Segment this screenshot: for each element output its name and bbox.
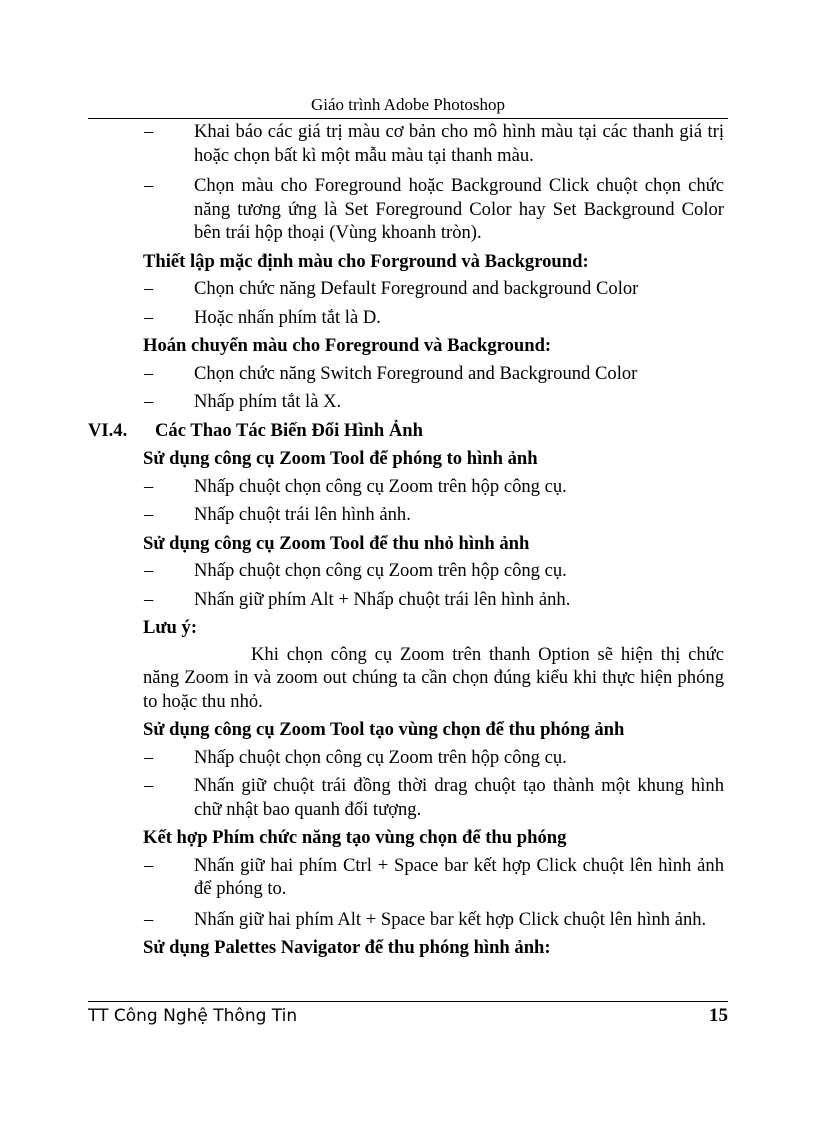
- list-item-text: Nhấp chuột chọn công cụ Zoom trên hộp công cụ.: [194, 746, 567, 768]
- list-item-text: Nhấp chuột chọn công cụ Zoom trên hộp công cụ.: [194, 475, 567, 497]
- list-item-text: Nhấp chuột chọn công cụ Zoom trên hộp công cụ.: [194, 560, 567, 581]
- list-item: [88, 306, 728, 330]
- dash-bullet: –: [144, 362, 154, 384]
- section-title: Các Thao Tác Biến Đổi Hình Ảnh: [155, 419, 423, 441]
- dash-bullet: –: [144, 560, 154, 581]
- list-item: [88, 120, 728, 167]
- list-item-text: Nhấn giữ hai phím Ctrl + Space bar kết hợp Click chuột lên hình ảnh để phóng to.: [194, 854, 724, 899]
- subheading-zoom-in: Sử dụng công cụ Zoom Tool để phóng to hình ảnh: [143, 448, 538, 469]
- list-item-text: Nhấp chuột trái lên hình ảnh.: [194, 504, 411, 525]
- list-item: [88, 277, 728, 301]
- dash-bullet: –: [144, 588, 154, 610]
- list-item-text: Chọn chức năng Default Foreground and background Color: [194, 278, 639, 299]
- list-item-text: Nhấp phím tắt là X.: [194, 391, 342, 412]
- list-item: [88, 746, 728, 770]
- list-item-text: Chọn chức năng Switch Foreground and Background Color: [194, 362, 638, 384]
- list-item: [88, 588, 728, 612]
- section-heading: [88, 419, 728, 443]
- subheading-switch-colors: Hoán chuyển màu cho Foreground và Background:: [143, 335, 552, 356]
- dash-bullet: –: [144, 306, 154, 328]
- dash-bullet: –: [144, 746, 154, 768]
- dash-bullet: –: [144, 475, 154, 497]
- subheading-navigator: Sử dụng Palettes Navigator để thu phóng hình ảnh:: [143, 937, 551, 958]
- dash-bullet: –: [144, 504, 154, 525]
- list-item: [88, 854, 728, 901]
- footer-rule: [88, 1001, 728, 1002]
- footer-text: TT Công Nghệ Thông Tin: [88, 1006, 298, 1026]
- list-item: [88, 362, 728, 386]
- list-item: [88, 390, 728, 414]
- list-item: [88, 503, 728, 527]
- dash-bullet: –: [144, 775, 154, 796]
- subheading-shortcut-keys: Kết hợp Phím chức năng tạo vùng chọn để thu phóng: [143, 827, 567, 848]
- note-paragraph: Khi chọn công cụ Zoom trên thanh Option sẽ hiện thị chức năng Zoom in và zoom out chúng ta cần chọn đúng kiểu khi thực hiện phóng to hoặc thu nhỏ.: [143, 643, 724, 712]
- page-header: Giáo trình Adobe Photoshop: [310, 95, 506, 114]
- page-body: [88, 118, 728, 960]
- section-number: VI.4.: [88, 419, 128, 441]
- list-item: [88, 559, 728, 583]
- list-item-text: Hoặc nhấn phím tắt là D.: [194, 306, 381, 328]
- list-item: [88, 174, 728, 245]
- list-item-text: Chọn màu cho Foreground hoặc Background Click chuột chọn chức năng tương ứng là Set Foreground Color hay Set Background Color bên trái hộp thoại (Vùng khoanh tròn).: [194, 175, 724, 243]
- list-item: [88, 774, 728, 821]
- subheading-zoom-out: Sử dụng công cụ Zoom Tool để thu nhỏ hình ảnh: [143, 532, 530, 554]
- subheading-note: Lưu ý:: [143, 617, 198, 638]
- list-item-text: Nhấn giữ phím Alt + Nhấp chuột trái lên hình ảnh.: [194, 588, 571, 610]
- list-item-text: Khai báo các giá trị màu cơ bản cho mô hình màu tại các thanh giá trị hoặc chọn bất kì một mẫu màu tại thanh màu.: [194, 121, 724, 166]
- dash-bullet: –: [144, 854, 154, 876]
- page-number: 15: [709, 1005, 728, 1026]
- list-item-text: Nhấn giữ chuột trái đồng thời drag chuột tạo thành một khung hình chữ nhật bao quanh đối tượng.: [194, 775, 724, 820]
- list-item: [88, 475, 728, 499]
- dash-bullet: –: [144, 278, 154, 299]
- dash-bullet: –: [144, 908, 154, 930]
- dash-bullet: –: [144, 121, 154, 142]
- list-item: [88, 908, 728, 932]
- dash-bullet: –: [144, 175, 154, 196]
- subheading-default-colors: Thiết lập mặc định màu cho Forground và Background:: [143, 250, 589, 272]
- list-item-text: Nhấn giữ hai phím Alt + Space bar kết hợp Click chuột lên hình ảnh.: [194, 908, 707, 930]
- dash-bullet: –: [144, 391, 154, 412]
- subheading-zoom-selection: Sử dụng công cụ Zoom Tool tạo vùng chọn để thu phóng ảnh: [143, 719, 625, 740]
